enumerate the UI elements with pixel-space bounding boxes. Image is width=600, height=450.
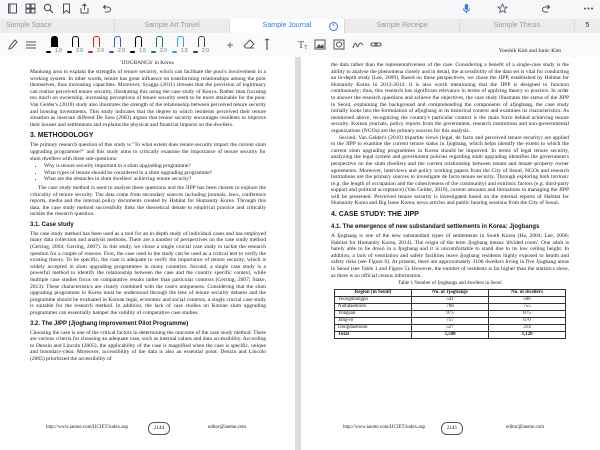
table-cell: Namdaemoon bbox=[335, 303, 412, 310]
table-total-row bbox=[335, 331, 566, 338]
pen-swatch[interactable] bbox=[90, 36, 104, 54]
svg-text:T: T bbox=[303, 45, 308, 51]
page-number: 2145 bbox=[441, 422, 463, 435]
table-row bbox=[335, 296, 566, 303]
paragraph: Mankong area to explain the strengths of tenure security, which can facilitate the poor's involvement in a working system. In other words, tenure has great influence on transforming relationships among the poor themselves, thus increasing capacities. Moreover, Syagga (2011) stresses that the provision of legitimacy can realize perceived tenure security, illustrating this using the case study of Kenya. Rather than focusing too much on ownership, increasing perceptions of tenure security seem to be more attainable for the poor. Van Gelder's (2010) study also illustrates the strength of the relationship between perceived tenure security and housing investments. This study indicates that the degree to which residents perceived their tenure situation as insecure differed De Soto (2003) argues that tenure security encourages residents to improve their houses and settlements and explains the physical and financial impacts on the dwellers. bbox=[30, 69, 266, 128]
redo-icon[interactable] bbox=[540, 3, 552, 16]
svg-text:T: T bbox=[297, 40, 304, 51]
list-item: • What types of tenure should be considered in a slum upgrading programme? bbox=[44, 170, 266, 177]
page-number: 2144 bbox=[148, 422, 170, 435]
page-right-body bbox=[331, 62, 569, 339]
pen-size-label: 1.0 bbox=[55, 48, 62, 54]
star-icon[interactable] bbox=[496, 3, 508, 16]
pen-swatch[interactable] bbox=[48, 36, 62, 54]
grid-icon[interactable] bbox=[24, 3, 36, 16]
table-cell: 670 bbox=[489, 317, 566, 324]
table-cell: Yongsan bbox=[335, 310, 412, 317]
table-cell: 527 bbox=[412, 324, 489, 331]
page-right[interactable] bbox=[301, 48, 600, 450]
pen-swatch[interactable] bbox=[174, 36, 188, 54]
footer-email[interactable]: editor@iaeme.com bbox=[208, 425, 247, 430]
pen-color-swatch bbox=[151, 51, 156, 53]
pen-tip-icon bbox=[93, 36, 100, 47]
tab-sample-art-travel[interactable] bbox=[115, 19, 230, 33]
page-left[interactable] bbox=[0, 57, 295, 450]
table-cell: 755 bbox=[489, 303, 566, 310]
table-cell: Jong-ro bbox=[335, 317, 412, 324]
mic-icon[interactable] bbox=[460, 3, 472, 16]
section-heading: 3. METHODOLOGY bbox=[30, 132, 94, 140]
paragraph: The case study method is used to analyse these questions and the JIPP has been chosen to explore the criticality of tenure security. The data come from secondary sources including journals, laws, conference reports, media and the internal policy documents created by Habitat for Humanity Korea. Through this data, the case study method successfully links the theoretical debate to empirical practice and critically tackles the research question. bbox=[30, 184, 266, 218]
pen-swatch[interactable] bbox=[132, 36, 146, 54]
add-pen-button[interactable]: + bbox=[226, 38, 234, 52]
pen-color-swatch bbox=[109, 51, 114, 53]
pen-swatch[interactable] bbox=[111, 36, 125, 54]
pen-size-icon[interactable] bbox=[24, 38, 38, 52]
paragraph: A Jjogbang is one of the new substandard types of settlements in South Korea (Ha, 2004; Lee, 2006; Habitat for Humanity Korea, 2014). The origin of the term Jjogbang means 'divided room'. One adult is barely able to lie down in a Jjogbang and it is uncomfortable to stand due to its low ceiling height. In addition, a lack of ventilation and safety facilities leave Jjogbang residents highly exposed to health and safety risks (see Figure 6). At present, there are approximately 3100 dwellers living in five Jjogbang areas in Seoul (see Table 1 and Figure 5). However, the number of residents is far higher than the statistics show, as there is no official census information. bbox=[331, 233, 569, 279]
table-header: No. of dwellers bbox=[489, 289, 566, 296]
bookmark-icon[interactable] bbox=[60, 3, 72, 16]
tab-label: Sample Art Travel bbox=[144, 22, 200, 29]
pen-size-label: 2.0 bbox=[202, 48, 209, 54]
pen-swatch[interactable] bbox=[153, 36, 167, 54]
pen-color-swatch bbox=[130, 51, 135, 53]
tab-label: Sample Receipe bbox=[376, 22, 428, 29]
pen-color-swatch bbox=[46, 51, 51, 53]
paragraph: Choosing the case is one of the critical factors in determining the outcome of the case study method. There are various criteria for choosing an adequate case, such as internal values and data accessibility. According to Denzin and Lincoln (2005), the applicability of the case is magnified when the case is specific, unique and boundary-clear. Moreover, accessibility of the data is also an essential point. Denzin and Lincoln (2005) prioritized the accessibility of bbox=[30, 329, 266, 362]
page-left-body bbox=[30, 69, 266, 363]
paragraph: The case study method has been used as a tool for an in-depth study of individual cases and has employed many data collection and analysis methods. There are a number of perspectives on the case study method (Gerring, 2004; Gerring, 2007). In this study, we chose a single crucial case study to tackle the research question for a couple of reasons. First, the case used in the study can be used as a critical test to verify the existing theory. To be specific, the case is adequate to verify the importance of tenure security, which is widely accepted in slum upgrading programmes in many countries. Second, a single case study is a powerful method to identify the relationship between the case and the country specific context, while multiple case studies focus on comparative results rather than particular contexts (Gerring, 2007; Stake, 2013). These characteristics are clearly combined with the case's uniqueness. Considering that the slum upgrading programme in Korea must be understood through the lens of tenure security debates and the programme should be evaluated in Korean legal, economic and social contexts, a single crucial case study is suitable for the research method. In addition, the lack of case studies on Korean slum upgrading programmes can essentially hamper the validity of comparative case studies. bbox=[30, 230, 266, 316]
pen-color-swatch bbox=[172, 51, 177, 53]
table-cell: 314 bbox=[489, 324, 566, 331]
share-icon[interactable] bbox=[78, 3, 90, 16]
table-cell: 708 bbox=[412, 303, 489, 310]
paragraph: the data rather than the representativeness of the case. Considering a benefit of a single-case study is the ability to analyse the phenomena closely and in detail, the accessibility of the data set is vital for conducting an in-depth study (Lee, 2009). Based on these perspectives, we chose the JIPP, established by Habitat for Humanity Korea in 2013-2014. It is also worth mentioning that the JIPP is designed to function continuously; thus, this research has significant relevance in terms of applying theory to practice. In order to answer the research questions and achieve the objectives, the case study illustrates the status of the JIPP in Seoul, explaining the background and comprehending the components of afjogbang, the case study initially looks into the formulation of afjogbang in its historical context and examines its characteristics. As mentioned above, recognizing the country's particular context is the main force behind achieving tenure security. Korean journals, policy reports from the government, research institutions and non-governmental organizations (NGOs) are the primary sources for this analysis. bbox=[331, 62, 569, 134]
pen-tool-icon[interactable] bbox=[6, 38, 18, 52]
pen-size-label: 1.5 bbox=[181, 48, 188, 54]
table-header: No. of Jjogbangs bbox=[412, 289, 489, 296]
pen-size-label: 2.0 bbox=[76, 48, 83, 54]
paragraph: The primary research question of this study is "To what extent does tenure security impact the current slum upgrading programme?" and this study aims to critically examine the importance of tenure security for slum dwellers with three sub-questions: bbox=[30, 142, 266, 162]
footer-email[interactable]: editor@iaeme.com bbox=[506, 425, 545, 430]
tab-sample-space[interactable] bbox=[0, 19, 115, 33]
list-item: • Why is tenure security important in a slum upgrading programme? bbox=[44, 163, 266, 170]
paragraph: Second, Van Gelder's (2010) tripartite views (legal, de facto and perceived tenure security) are applied to the JIPP to examine the current tenure status in Jjogbang, which helps identify the extent to which the current slum upgrading programmes in Korea should be improved. In terms of legal tenure security, analyzing the legal system and government policies regarding slum upgrading identifies the government's perspective on the slum dwellers and the current relationship between tenant and tenant–property owner agreements. Moreover, interviews and policy working papers from the City of Seoul, NGOs and research institutions are the primary sources to investigate de facto tenure security. Through exploring both intrinsic (e.g. the length of occupation and the cohesiveness of the community) and extrinsic factors (e.g. third-party support and political acceptance) (Van Gelder, 2010), current amounts and limitations in managing the JIPP will be presented. Perceived tenure security is investigated based on the internal reports of Habitat for Humanity Korea and Big Issue Korea, news articles and public hearing sessions from the City of Seoul. bbox=[331, 134, 569, 207]
pen-tip-icon bbox=[177, 36, 184, 47]
table-header: Region (in Seoul) bbox=[335, 289, 412, 296]
eraser-icon[interactable] bbox=[243, 38, 255, 52]
footer-url[interactable]: http://www.iaeme.com/IJCIET/index.asp bbox=[46, 425, 129, 430]
tab-count-button[interactable] bbox=[575, 19, 600, 33]
table-cell: 975 bbox=[412, 310, 489, 317]
tab-sample-receipe[interactable] bbox=[345, 19, 460, 33]
table-cell: 757 bbox=[412, 317, 489, 324]
pen-tip-icon bbox=[114, 36, 121, 47]
table-caption: Table 1 Number of Jjogbangs and dwellers in Seoul bbox=[398, 281, 502, 287]
pen-tip-icon bbox=[72, 36, 79, 47]
tab-sample-thesis[interactable] bbox=[460, 19, 575, 33]
footer-url[interactable]: http://www.iaeme.com/IJCIET/index.asp bbox=[343, 425, 426, 430]
pen-swatch[interactable] bbox=[195, 36, 209, 54]
pen-tip-icon bbox=[51, 36, 58, 47]
tab-label: Sample Journal bbox=[262, 22, 312, 29]
section-heading: 4. CASE STUDY: THE JIPP bbox=[331, 211, 419, 219]
table-row bbox=[335, 324, 566, 331]
pen-tip-icon bbox=[156, 36, 163, 47]
text-tool-icon[interactable] bbox=[296, 38, 310, 52]
jjogbang-table bbox=[334, 289, 566, 339]
pen-tip-icon bbox=[198, 36, 205, 47]
image-tool-icon[interactable] bbox=[314, 38, 326, 52]
pen-color-swatch bbox=[193, 51, 198, 53]
table-row bbox=[335, 317, 566, 324]
tab-label: Sample Thesis bbox=[493, 22, 541, 29]
table-cell: Dongdaemoon bbox=[335, 324, 412, 331]
pen-size-label: 2.0 bbox=[118, 48, 125, 54]
table-cell: 506 bbox=[489, 296, 566, 303]
table-cell: Total bbox=[335, 331, 412, 338]
tab-label: Sample Space bbox=[6, 22, 52, 29]
table-cell: 541 bbox=[412, 296, 489, 303]
subsection-heading: 4.1. The emergence of new substandard settlements in Korea: Jjogbangs bbox=[331, 224, 540, 231]
table-cell: 3,508 bbox=[412, 331, 489, 338]
running-header: Yoeshik Kim and Junic Kim bbox=[498, 48, 561, 54]
document-tabs bbox=[0, 19, 600, 34]
bullet-list bbox=[30, 163, 266, 183]
lasso-icon[interactable] bbox=[262, 38, 272, 52]
subsection-heading: 3.2. The JIPP (Jjogbang Improvement Pilot Programme) bbox=[30, 320, 189, 327]
pen-size-label: 2.0 bbox=[97, 48, 104, 54]
close-tab-icon[interactable]: × bbox=[329, 22, 338, 31]
tab-sample-journal[interactable] bbox=[230, 19, 345, 33]
subsection-heading: 3.1. Case study bbox=[30, 221, 74, 228]
table-cell: Yeongdeungpo bbox=[335, 296, 412, 303]
table-row bbox=[335, 303, 566, 310]
table-cell: 875 bbox=[489, 310, 566, 317]
book-icon[interactable] bbox=[6, 3, 18, 16]
table-cell: 3,120 bbox=[489, 331, 566, 338]
pen-size-label: 2.0 bbox=[160, 48, 167, 54]
search-icon[interactable] bbox=[42, 3, 54, 16]
list-item: • What are the obstacles in slum dwellers' achieving tenure security? bbox=[44, 176, 266, 183]
figure-caption: 'JJOGBANGS' in Korea bbox=[120, 60, 174, 66]
pen-color-swatch bbox=[88, 51, 93, 53]
top-bar bbox=[0, 0, 600, 20]
pen-color-swatch bbox=[67, 51, 72, 53]
table-row bbox=[335, 310, 566, 317]
pen-tip-icon bbox=[135, 36, 142, 47]
ellipsis-icon[interactable] bbox=[582, 3, 594, 16]
pen-size-label: 1.5 bbox=[139, 48, 146, 54]
tab-count: 5 bbox=[585, 22, 590, 29]
table-header-row bbox=[335, 289, 566, 296]
undo-icon[interactable] bbox=[100, 3, 112, 16]
pen-swatch[interactable] bbox=[69, 36, 83, 54]
